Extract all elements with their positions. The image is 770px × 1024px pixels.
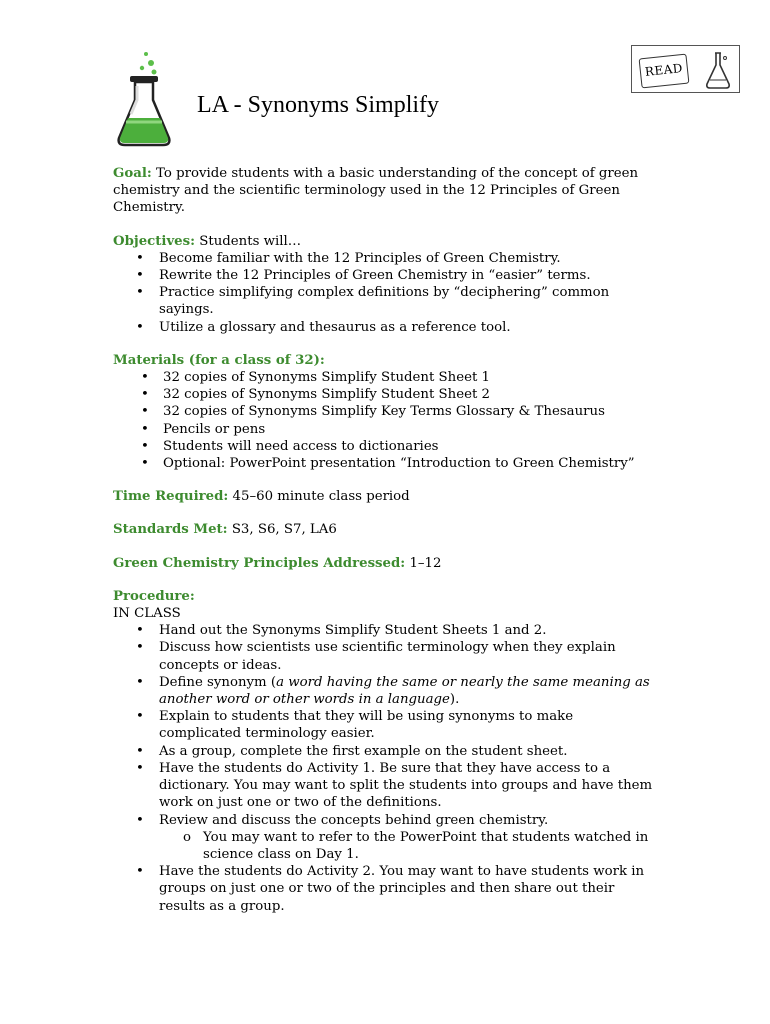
- materials-section: [113, 352, 653, 472]
- document-body: [113, 165, 653, 931]
- goal-text: To provide students with a basic understanding of the concept of green chemistry and the scientific terminology used in the 12 Principles of Green Chemistry.: [113, 166, 639, 216]
- list-item: [113, 674, 653, 708]
- time-label: Time Required:: [113, 489, 229, 505]
- list-item: • 32 copies of Synonyms Simplify Key Terms Glossary & Thesaurus: [113, 403, 653, 420]
- page-title: LA - Synonyms Simplify: [197, 92, 440, 118]
- synonym-definition: a word having the same or nearly the same meaning as another word or other words in a language: [159, 674, 650, 708]
- time-value: 45–60 minute class period: [232, 489, 410, 505]
- principles-label: Green Chemistry Principles Addressed:: [113, 555, 406, 571]
- procedure-label: Procedure:: [113, 588, 195, 604]
- list-item: • Optional: PowerPoint presentation “Introduction to Green Chemistry”: [113, 455, 653, 472]
- time-section: [113, 488, 653, 505]
- list-item: • Pencils or pens: [113, 421, 653, 438]
- objectives-list: [113, 250, 653, 336]
- principles-value: 1–12: [409, 555, 442, 571]
- synonym-suffix: ).: [449, 692, 460, 708]
- read-label: READ: [639, 54, 690, 89]
- standards-label: Standards Met:: [113, 522, 228, 538]
- list-item: [113, 812, 653, 864]
- review-text: Review and discuss the concepts behind green chemistry.: [159, 812, 549, 828]
- goal-section: [113, 165, 653, 217]
- goal-label: Goal:: [113, 166, 152, 181]
- list-item: • Practice simplifying complex definitions by “deciphering” common sayings.: [113, 284, 653, 318]
- list-item: • Explain to students that they will be using synonyms to make complicated terminology easier.: [113, 708, 653, 742]
- standards-value: S3, S6, S7, LA6: [231, 522, 337, 538]
- lab-flask-icon: [704, 50, 732, 90]
- materials-list: [113, 369, 653, 472]
- list-item: • Hand out the Synonyms Simplify Student Sheets 1 and 2.: [113, 622, 653, 639]
- list-item: • Utilize a glossary and thesaurus as a reference tool.: [113, 319, 653, 336]
- green-flask-logo-icon: [113, 48, 173, 148]
- objectives-section: [113, 233, 653, 336]
- procedure-subheading: IN CLASS: [113, 606, 181, 622]
- materials-label: Materials (for a class of 32):: [113, 352, 325, 368]
- list-item: • Have the students do Activity 2. You may want to have students work in groups on just one or two of the principles and then share out their results as a group.: [113, 863, 653, 915]
- list-item: • Students will need access to dictionaries: [113, 438, 653, 455]
- procedure-sublist: [113, 829, 653, 863]
- objectives-label: Objectives:: [113, 233, 196, 249]
- sub-list-item: o You may want to refer to the PowerPoint that students watched in science class on Day 1.: [113, 829, 653, 863]
- standards-section: [113, 521, 653, 538]
- list-item: • Become familiar with the 12 Principles of Green Chemistry.: [113, 250, 653, 267]
- procedure-section: [113, 588, 653, 915]
- list-item: • 32 copies of Synonyms Simplify Student Sheet 2: [113, 386, 653, 403]
- list-item: • Have the students do Activity 1. Be sure that they have access to a dictionary. You may want to split the students into groups and have them work on just one or two of the definitions.: [113, 760, 653, 812]
- objectives-intro: Students will…: [199, 233, 302, 249]
- list-item: • Discuss how scientists use scientific terminology when they explain concepts or ideas.: [113, 639, 653, 673]
- list-item: • Rewrite the 12 Principles of Green Chemistry in “easier” terms.: [113, 267, 653, 284]
- synonym-prefix: Define synonym (: [159, 674, 277, 690]
- procedure-list: [113, 622, 653, 914]
- principles-section: [113, 555, 653, 572]
- list-item: • As a group, complete the first example on the student sheet.: [113, 743, 653, 760]
- read-badge: [631, 45, 740, 93]
- list-item: • 32 copies of Synonyms Simplify Student Sheet 1: [113, 369, 653, 386]
